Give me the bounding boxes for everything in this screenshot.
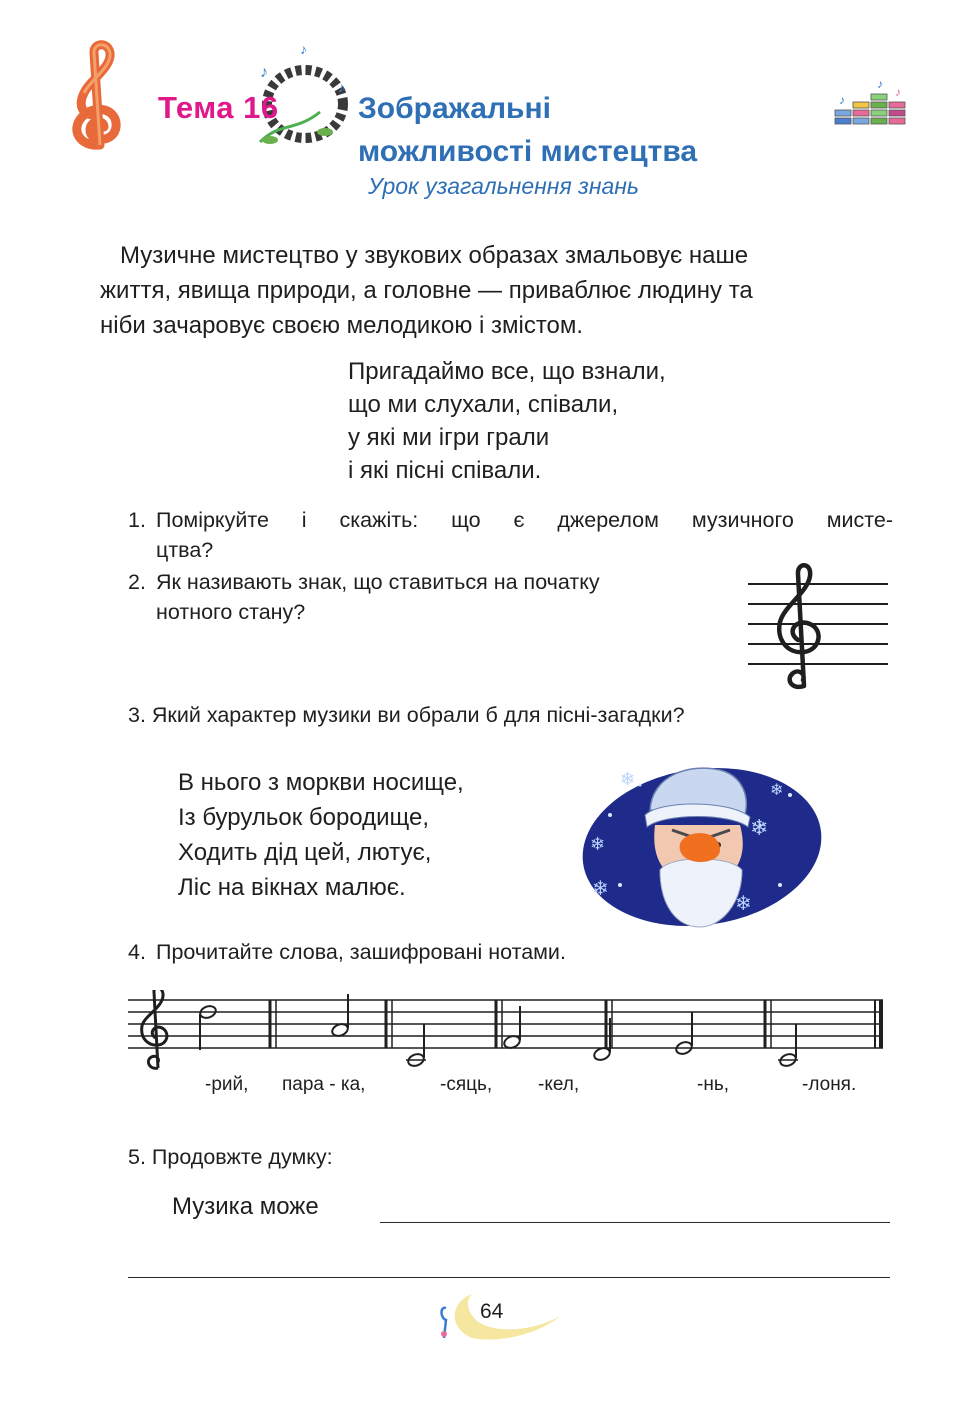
poem-line: і які пісні співали.: [348, 457, 542, 484]
question-1-line2: цтва?: [156, 538, 214, 562]
note-word: пара - ка,: [282, 1074, 366, 1095]
question-2-line2: нотного стану?: [156, 600, 306, 624]
svg-text:♪: ♪: [338, 79, 345, 95]
question-number: 2.: [128, 570, 146, 594]
question-number: 4.: [128, 940, 146, 964]
svg-text:❄: ❄: [750, 815, 769, 840]
page-number: 64: [480, 1300, 504, 1323]
santa-frost-image: [580, 755, 830, 930]
svg-text:♪: ♪: [877, 77, 883, 91]
poem-line: Пригадаймо все, що взнали,: [348, 358, 666, 385]
treble-clef-icon: [142, 990, 167, 1068]
question-1-line1: Поміркуйте і скажіть: що є джерелом музичного мисте-: [156, 508, 893, 532]
question-5: 5. Продовжте думку:: [128, 1145, 333, 1169]
answer-prompt: Музика може: [172, 1193, 319, 1220]
riddle-line: Ходить дід цей, лютує,: [178, 839, 432, 866]
note-word: -кел,: [538, 1074, 580, 1095]
treble-clef-logo-icon: [60, 35, 140, 160]
topic-label: Тема 16: [158, 90, 279, 125]
note-word: -сяць,: [440, 1074, 493, 1095]
intro-line: ніби зачаровує своєю мелодикою і змістом.: [100, 312, 584, 339]
svg-text:♪: ♪: [895, 85, 901, 99]
intro-line: життя, явища природи, а головне — приваблює людину та: [100, 277, 753, 304]
poem-line: що ми слухали, співали,: [348, 391, 619, 418]
treble-clef-staff-icon: [748, 560, 890, 692]
reminder-poem: [348, 355, 666, 487]
question-4-text: Прочитайте слова, зашифровані нотами.: [156, 940, 566, 964]
svg-text:❄: ❄: [590, 834, 606, 854]
svg-text:❄: ❄: [735, 893, 752, 915]
svg-text:♪: ♪: [260, 64, 268, 81]
poem-line: у які ми ігри грали: [348, 424, 550, 451]
page-title-line1: Зображальні: [358, 92, 551, 125]
question-4: [128, 937, 566, 967]
svg-text:♪: ♪: [300, 42, 307, 57]
question-1: [128, 505, 893, 565]
svg-text:❄: ❄: [770, 782, 784, 799]
riddle-line: В нього з моркви носище,: [178, 769, 464, 796]
riddle-poem: [178, 765, 464, 905]
svg-text:♪: ♪: [839, 93, 845, 107]
svg-text:❄: ❄: [620, 769, 636, 789]
page-subtitle: Урок узагальнення знань: [368, 173, 640, 199]
riddle-line: Із бурульок бородище,: [178, 804, 430, 831]
question-number: 1.: [128, 508, 146, 532]
question-2-line1: Як називають знак, що ставиться на початку: [156, 570, 600, 594]
page-title-line2: можливості мистецтва: [358, 135, 698, 168]
intro-paragraph: [100, 238, 895, 343]
intro-line: Музичне мистецтво у звукових образах змальовує наше: [120, 242, 749, 269]
answer-line-2[interactable]: [128, 1277, 890, 1278]
note-word: -лоня.: [802, 1074, 857, 1095]
answer-line-1[interactable]: [380, 1222, 890, 1223]
note-word: -нь,: [697, 1074, 729, 1095]
question-3: 3. Який характер музики ви обрали б для пісні-загадки?: [128, 703, 685, 727]
notation-staff: [128, 990, 888, 1072]
riddle-line: Ліс на вікнах малює.: [178, 874, 406, 901]
note-word: -рий,: [205, 1074, 249, 1095]
svg-text:❄: ❄: [592, 878, 609, 900]
question-2: [128, 567, 600, 627]
equalizer-icon: [833, 72, 913, 127]
